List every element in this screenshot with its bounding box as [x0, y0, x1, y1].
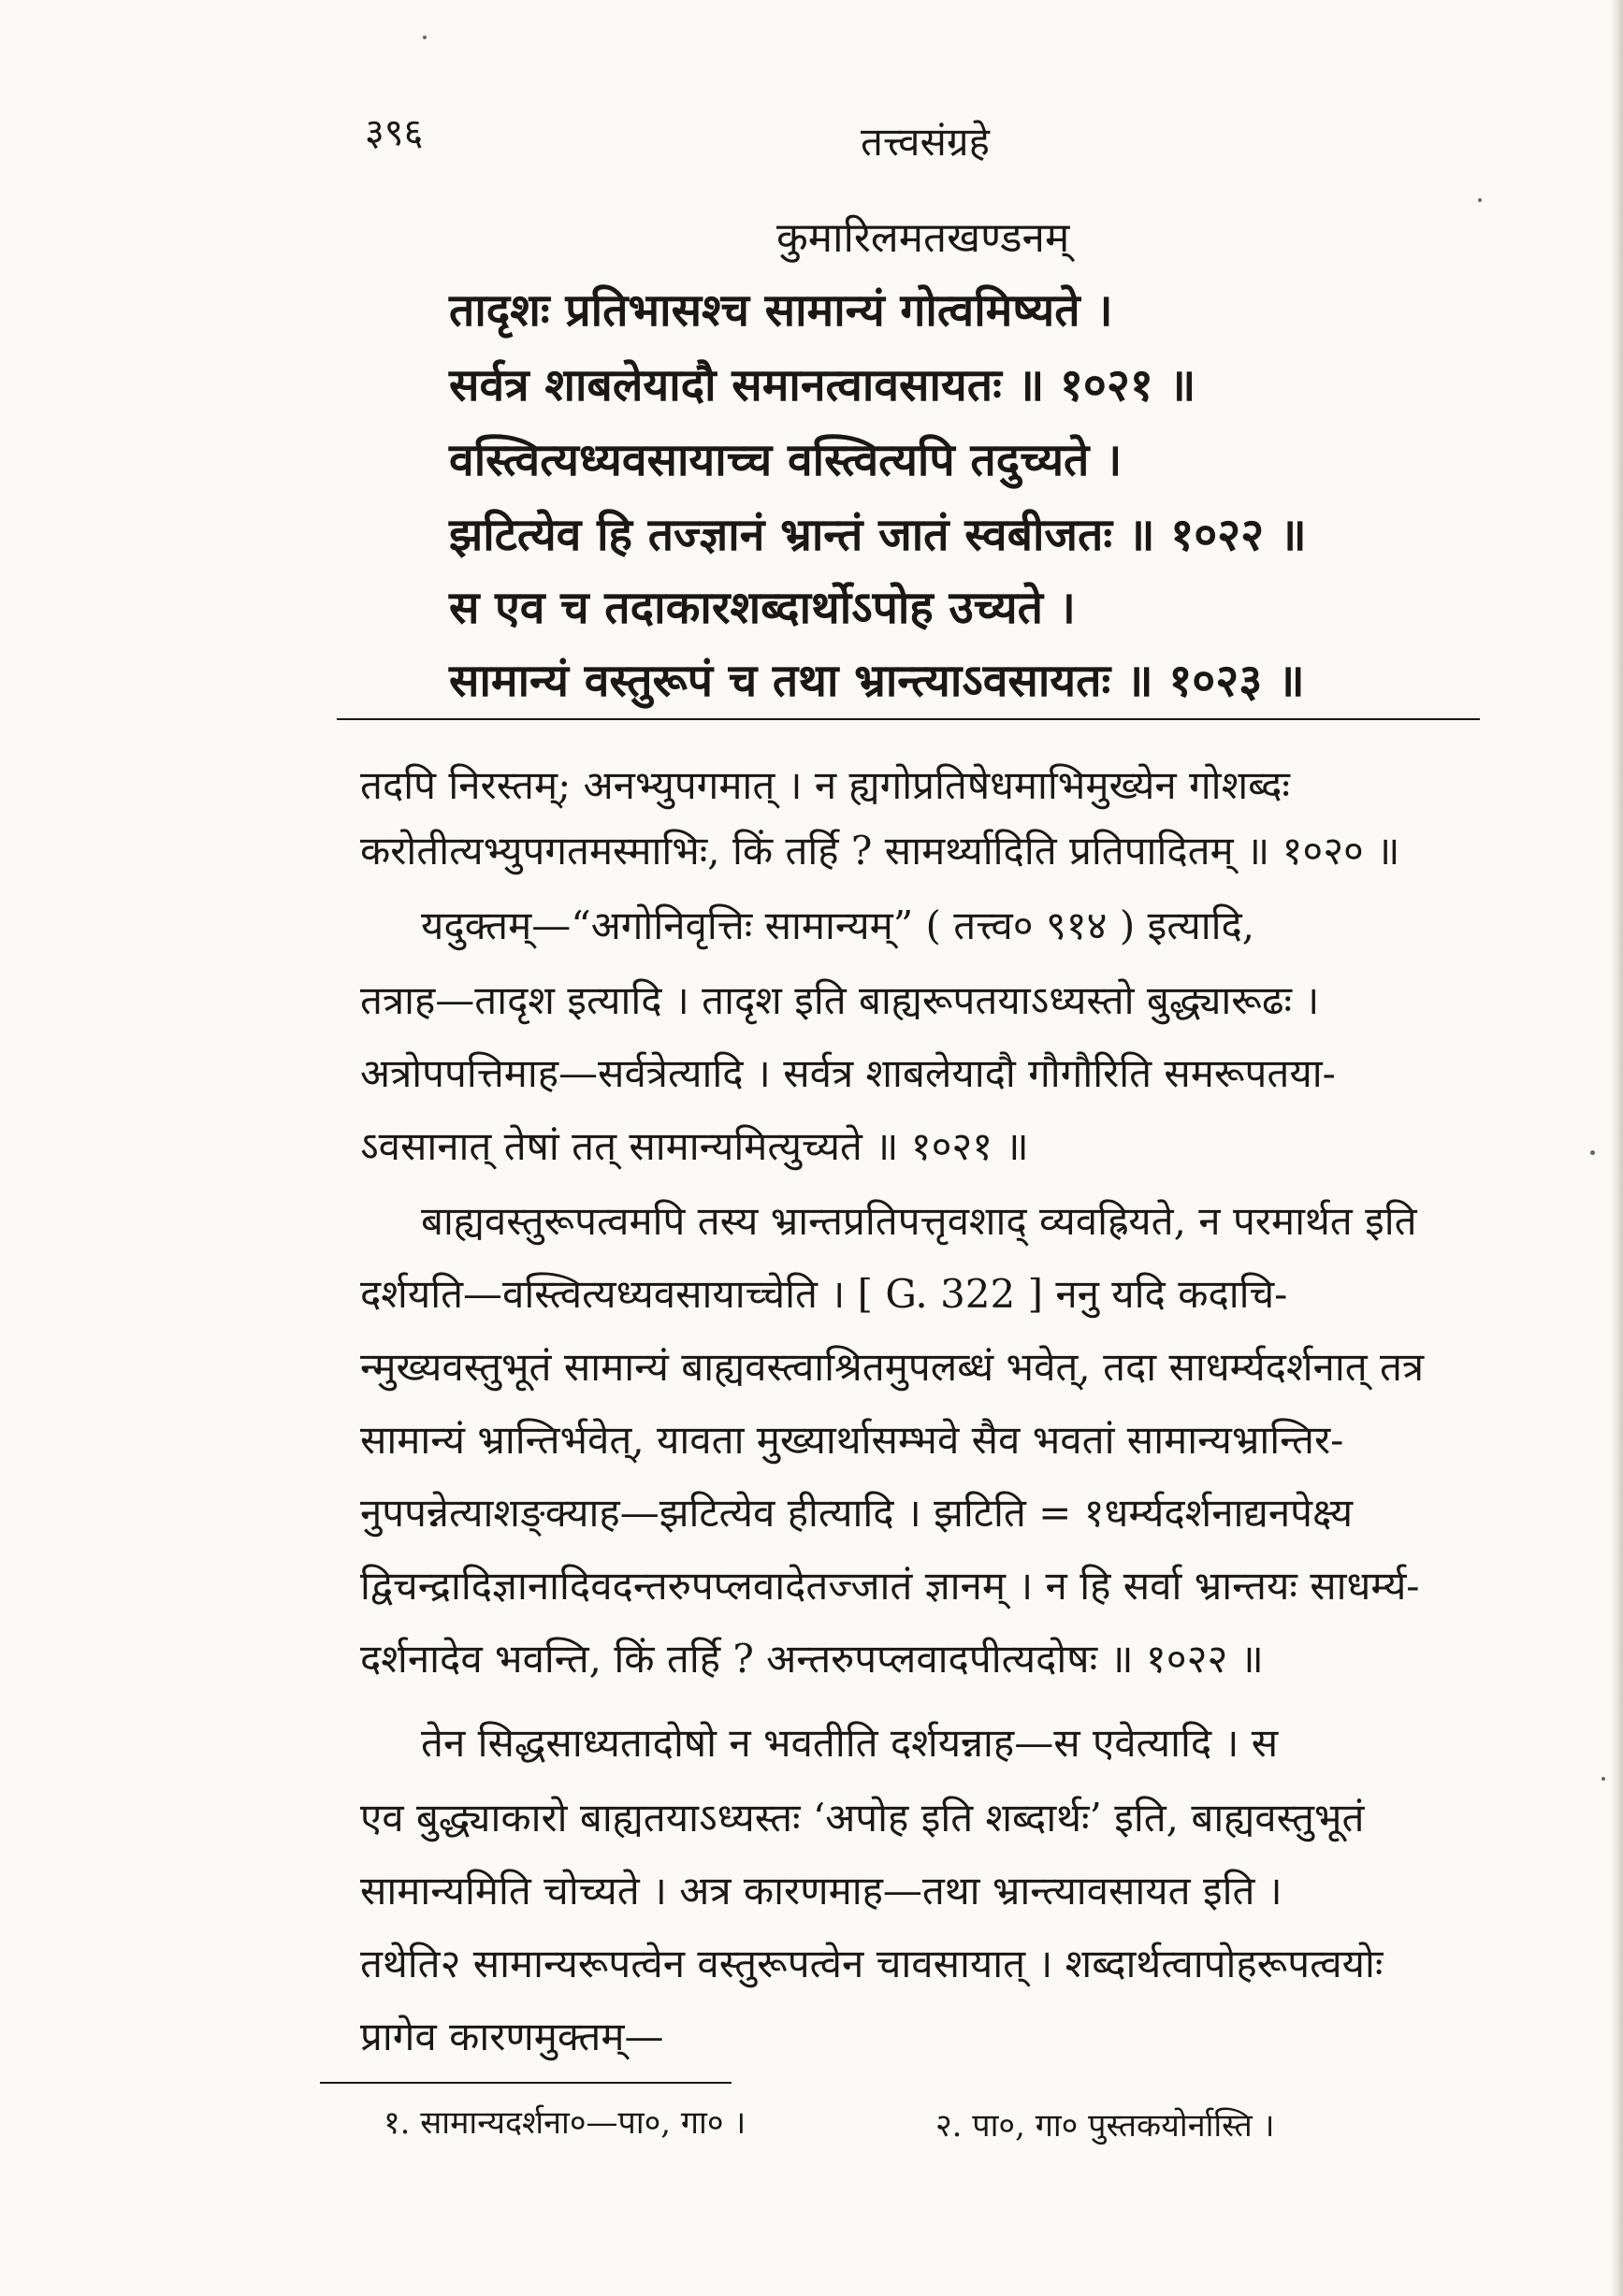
chapter-title: कुमारिलमतखण्डनम् [776, 214, 1070, 262]
commentary-line: तदपि निरस्तम्; अनभ्युपगमात् । न ह्यगोप्रतिषेधमाभिमुख्येन गोशब्दः [360, 762, 1290, 808]
commentary-line: सामान्यं भ्रान्तिर्भवेत्, यावता मुख्यार्थासम्भवे सैव भवतां सामान्यभ्रान्तिर- [360, 1417, 1344, 1463]
scan-speck [423, 36, 427, 39]
commentary-line: नुपपन्नेत्याशङ्क्याह—झटित्येव हीत्यादि । झटिति = १धर्म्यदर्शनाद्यनपेक्ष्य [360, 1490, 1354, 1536]
verse-line: झटित्येव हि तज्ज्ञानं भ्रान्तं जातं स्वबीजतः ॥ १०२२ ॥ [449, 509, 1307, 561]
commentary-line: अत्रोपपत्तिमाह—सर्वत्रेत्यादि । सर्वत्र शाबलेयादौ गौगौरिति समरूपतया- [360, 1050, 1336, 1096]
commentary-line: दर्शनादेव भवन्ति, किं तर्हि ? अन्तरुपप्लवादपीत्यदोषः ॥ १०२२ ॥ [360, 1636, 1264, 1682]
verse-line: सामान्यं वस्तुरूपं च तथा भ्रान्त्याऽवसायतः ॥ १०२३ ॥ [449, 655, 1305, 707]
commentary-line: यदुक्तम्—“अगोनिवृत्तिः सामान्यम्” ( तत्त्व० ९१४ ) इत्यादि, [421, 903, 1255, 948]
commentary-line: तेन सिद्धसाध्यतादोषो न भवतीति दर्शयन्नाह—स एवेत्यादि । स [421, 1720, 1279, 1766]
commentary-line: दर्शयति—वस्त्वित्यध्यवसायाच्चेति । [ G. 322 ] ननु यदि कदाचि- [360, 1271, 1288, 1317]
verse-separator-rule [337, 718, 1480, 720]
scan-speck [1478, 198, 1482, 202]
scan-speck [1590, 1150, 1595, 1155]
commentary-line: करोतीत्यभ्युपगतमस्माभिः, किं तर्हि ? सामर्थ्यादिति प्रतिपादितम् ॥ १०२० ॥ [360, 828, 1400, 874]
commentary-line: प्रागेव कारणमुक्तम्— [360, 2014, 664, 2059]
footnote-rule [320, 2082, 732, 2084]
footnote-2: २. पा०, गा० पुस्तकयोर्नास्ति । [935, 2107, 1275, 2144]
commentary-line: तत्राह—तादृश इत्यादि । तादृश इति बाह्यरूपतयाऽध्यस्तो बुद्ध्यारूढः । [360, 977, 1320, 1023]
commentary-line: एव बुद्ध्याकारो बाह्यतयाऽध्यस्तः ‘अपोह इति शब्दार्थः’ इति, बाह्यवस्तुभूतं [360, 1795, 1365, 1841]
verse-line: स एव च तदाकारशब्दार्थोऽपोह उच्यते । [449, 582, 1076, 634]
commentary-line: न्मुख्यवस्तुभूतं सामान्यं बाह्यवस्त्वाश्रितमुपलब्धं भवेत्, तदा साधर्म्यदर्शनात् तत्र [360, 1344, 1425, 1390]
scan-speck [1601, 1777, 1605, 1781]
commentary-line: सामान्यमिति चोच्यते । अत्र कारणमाह—तथा भ्रान्त्यावसायत इति । [360, 1868, 1282, 1913]
commentary-line: द्विचन्द्रादिज्ञानादिवदन्तरुपप्लवादेतज्जातं ज्ञानम् । न हि सर्वा भ्रान्तयः साधर्म्य- [360, 1563, 1420, 1609]
footnote-1: १. सामान्यदर्शना०—पा०, गा० । [384, 2104, 746, 2142]
verse-line: सर्वत्र शाबलेयादौ समानत्वावसायतः ॥ १०२१ ॥ [449, 359, 1196, 412]
verse-line: वस्त्वित्यध्यवसायाच्च वस्त्वित्यपि तदुच्यते । [449, 434, 1123, 486]
page-number: ३९६ [365, 111, 424, 154]
verse-line: तादृशः प्रतिभासश्च सामान्यं गोत्वमिष्यते । [449, 284, 1113, 337]
running-title: तत्त्वसंग्रहे [861, 119, 990, 165]
scan-edge-shadow [1610, 0, 1623, 2296]
commentary-line: तथेति२ सामान्यरूपत्वेन वस्तुरूपत्वेन चावसायात् । शब्दार्थत्वापोहरूपत्वयोः [360, 1941, 1384, 1986]
commentary-line: ऽवसानात् तेषां तत् सामान्यमित्युच्यते ॥ १०२१ ॥ [360, 1123, 1029, 1169]
commentary-line: बाह्यवस्तुरूपत्वमपि तस्य भ्रान्तप्रतिपत्तृवशाद् व्यवह्रियते, न परमार्थत इति [421, 1198, 1417, 1244]
